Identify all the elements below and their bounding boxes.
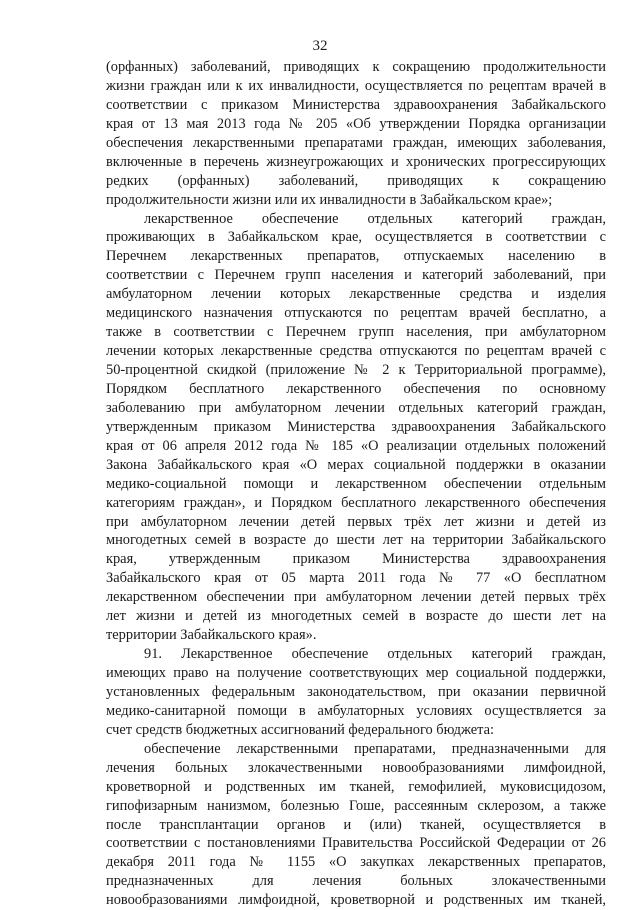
text-line: установленных федеральным законодательством, при оказании первичной: [106, 683, 606, 700]
text-line: гипофизарным нанизмом, болезнью Гоше, рассеянным склерозом, а также: [106, 797, 606, 814]
text-line: декабря 2011 года № 1155 «О закупках лекарственных препаратов,: [106, 854, 606, 871]
text-line: 91. Лекарственное обеспечение отдельных категорий граждан,: [144, 646, 606, 663]
text-line: новообразованиями лимфоидной, кроветворной и родственных им тканей,: [106, 892, 606, 909]
text-line: Забайкальского края от 05 марта 2011 года № 77 «О бесплатном: [106, 570, 606, 587]
text-line: категориям граждан», и Порядком бесплатного лекарственного обеспечения: [106, 494, 606, 511]
text-line: медико-санитарной помощи в амбулаторных условиях осуществляется за: [106, 702, 606, 719]
text-line: заболеванию при амбулаторном лечении отдельных категорий граждан,: [106, 399, 606, 416]
text-line: лечения больных злокачественными новообразованиями лимфоидной,: [106, 759, 606, 776]
text-line: счет средств бюджетных ассигнований федерального бюджета:: [106, 721, 494, 738]
text-line: Порядком бесплатного лекарственного обеспечения по основному: [106, 380, 606, 397]
text-line: края от 06 апреля 2012 года № 185 «О реализации отдельных положений: [106, 437, 606, 454]
text-line: Закона Забайкальского края «О мерах социальной поддержки в оказании: [106, 456, 606, 473]
text-line: медицинского назначения отпускаются по рецептам врачей бесплатно, а: [106, 305, 606, 322]
text-line: имеющих право на получение соответствующих мер социальной поддержки,: [106, 665, 606, 681]
text-line: кроветворной и родственных им тканей, гемофилией, муковисцидозом,: [106, 778, 606, 795]
text-line: также в соответствии с Перечнем групп населения, при амбулаторном: [106, 324, 606, 341]
text-line: лекарственное обеспечение отдельных категорий граждан,: [144, 210, 606, 227]
text-line: (орфанных) заболеваний, приводящих к сокращению продолжительности: [106, 59, 606, 75]
text-line: территории Забайкальского края».: [106, 627, 317, 644]
text-line: проживающих в Забайкальском крае, осуществляется в соответствии с: [106, 229, 606, 246]
text-line: редких (орфанных) заболеваний, приводящих к сокращению: [106, 172, 606, 189]
text-line: 50-процентной скидкой (приложение № 2 к Территориальной программе),: [106, 362, 606, 378]
text-line: лекарственном обеспечении при амбулаторном лечении детей первых трёх: [106, 589, 606, 606]
text-line: Перечнем лекарственных препаратов, отпускаемых населению в: [106, 248, 606, 265]
text-line: соответствии с Перечнем групп населения и категорий заболеваний, при: [106, 267, 606, 284]
text-line: края, утвержденным приказом Министерства здравоохранения: [106, 551, 606, 568]
page-number: 32: [312, 38, 328, 54]
text-line: при амбулаторном лечении детей первых трёх лет жизни и детей из: [106, 513, 606, 530]
text-line: лет жизни и детей из многодетных семей в возрасте до шести лет на: [106, 608, 606, 625]
text-line: многодетных семей в возрасте до шести лет на территории Забайкальского: [106, 532, 606, 549]
text-line: продолжительности жизни или их инвалидности в Забайкальском крае»;: [106, 191, 553, 208]
text-line: включенные в перечень жизнеугрожающих и хронических прогрессирующих: [106, 153, 606, 170]
text-line: обеспечения лекарственными препаратами граждан, имеющих заболевания,: [106, 134, 606, 151]
text-line: обеспечение лекарственными препаратами, предназначенными для: [144, 740, 606, 757]
text-line: амбулаторном лечении которых лекарственные средства и изделия: [106, 286, 606, 303]
text-line: предназначенных для лечения больных злокачественными: [106, 873, 606, 890]
text-line: утвержденным приказом Министерства здравоохранения Забайкальского: [106, 418, 606, 435]
text-line: медико-социальной помощи и лекарственном обеспечении отдельным: [106, 475, 606, 492]
text-line: края от 13 мая 2013 года № 205 «Об утверждении Порядка организации: [106, 115, 606, 132]
text-line: соответствии с постановлениями Правительства Российской Федерации от 26: [106, 835, 606, 852]
text-line: жизни граждан или к их инвалидности, осуществляется по рецептам врачей в: [106, 77, 606, 94]
text-line: после трансплантации органов и (или) тканей, осуществляется в: [106, 816, 606, 833]
document-text: [106, 58, 606, 910]
text-line: соответствии с приказом Министерства здравоохранения Забайкальского: [106, 96, 606, 113]
text-line: лечении которых лекарственные средства отпускаются по рецептам врачей с: [106, 343, 606, 360]
